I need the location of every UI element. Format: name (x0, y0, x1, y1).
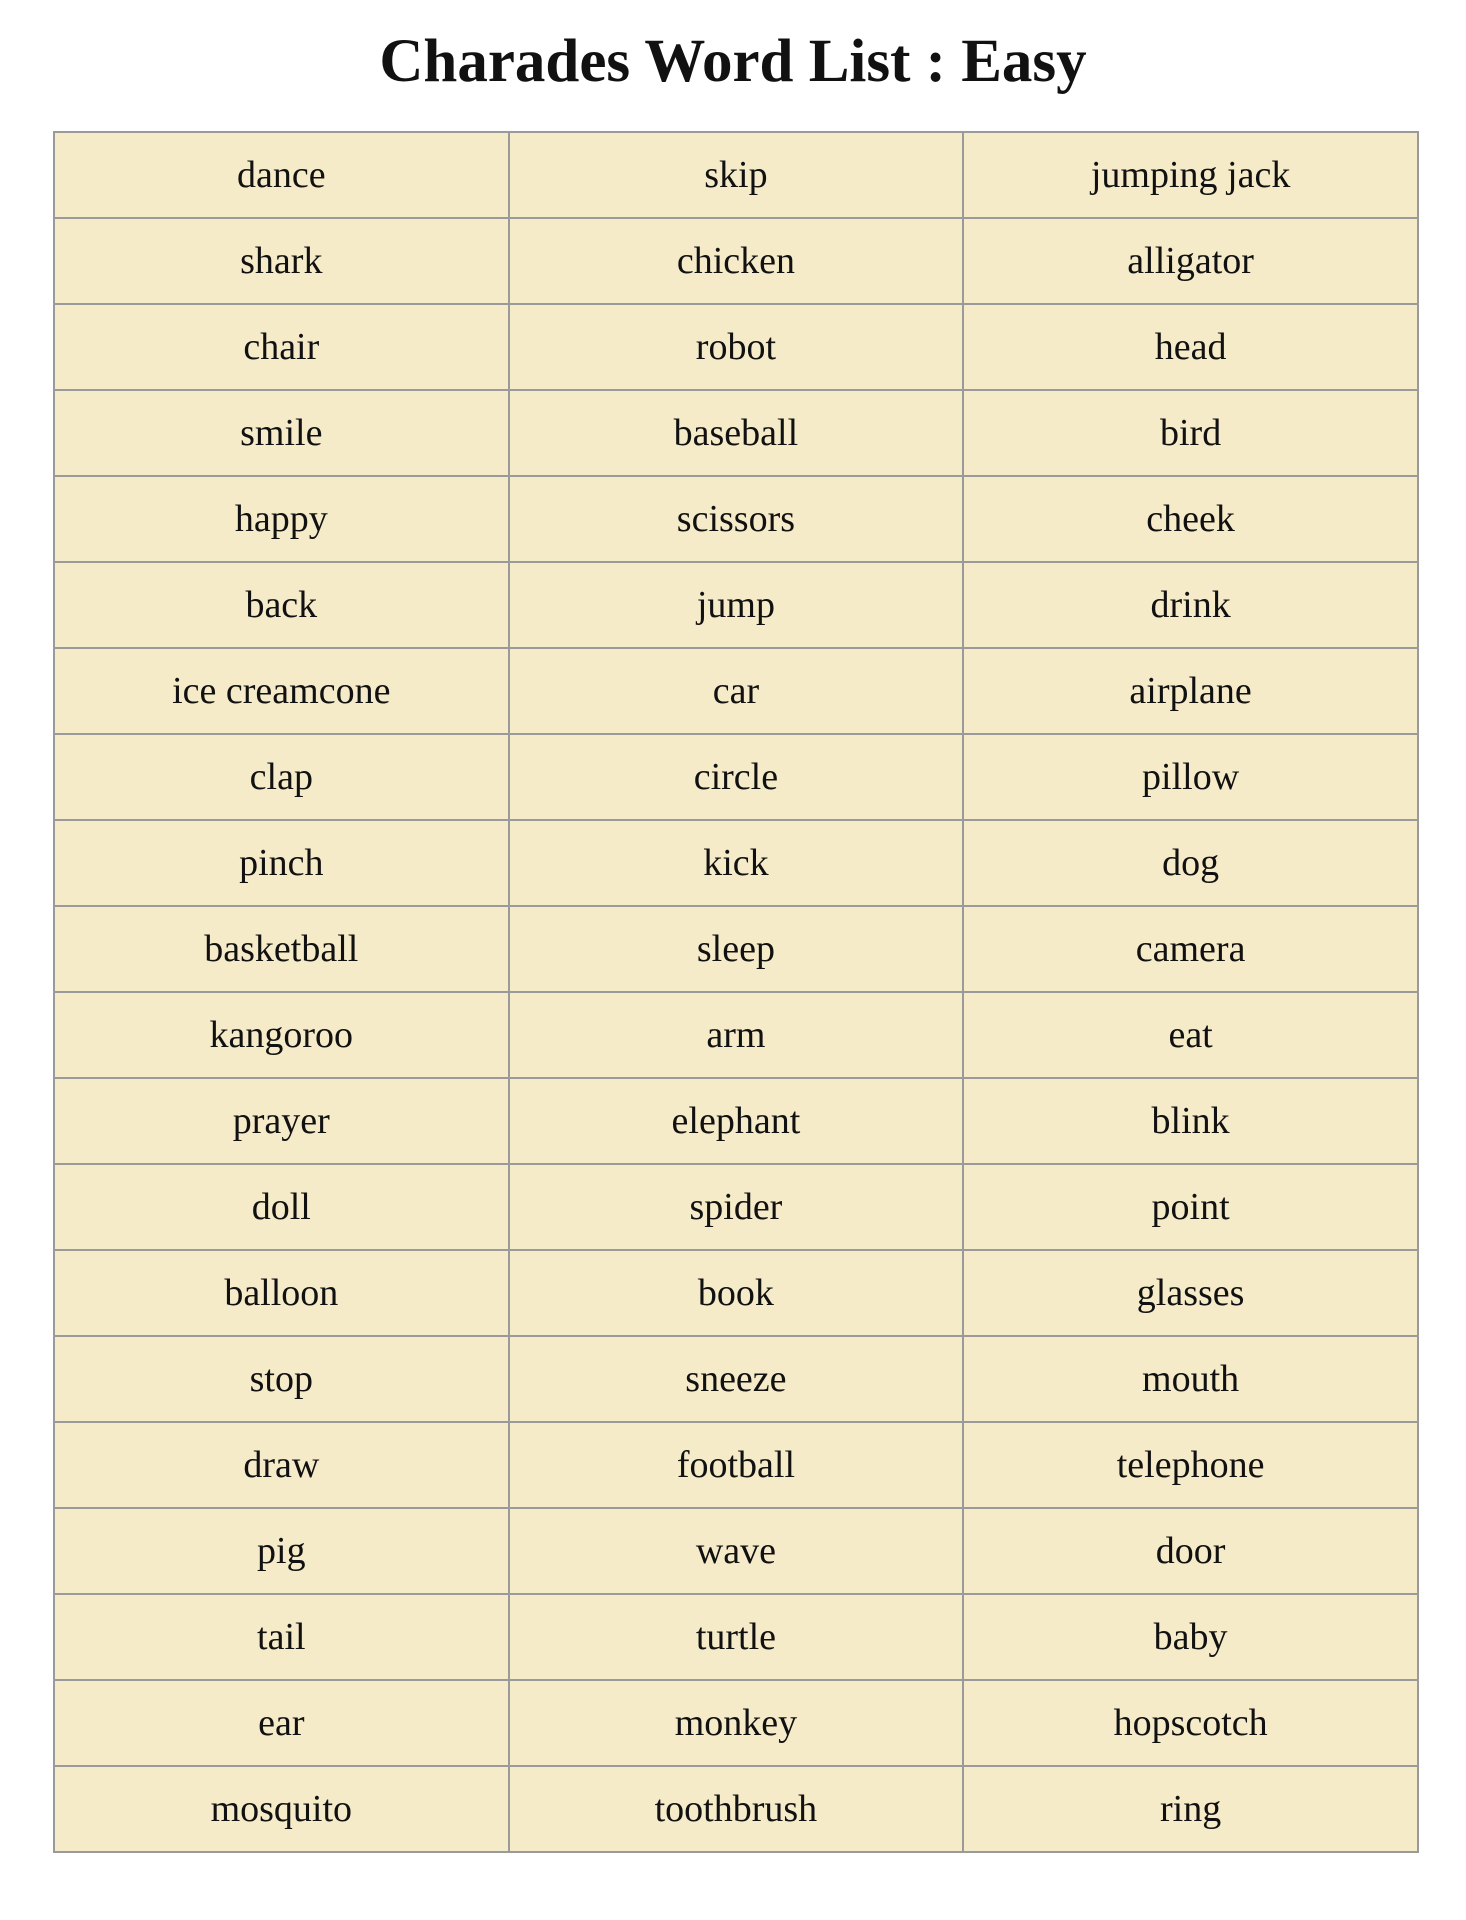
word-cell: cheek (963, 476, 1418, 562)
word-cell: ice creamcone (54, 648, 509, 734)
word-cell: mosquito (54, 1766, 509, 1852)
word-cell: draw (54, 1422, 509, 1508)
table-row (54, 562, 1418, 648)
word-cell: robot (509, 304, 964, 390)
table-row (54, 992, 1418, 1078)
word-cell: airplane (963, 648, 1418, 734)
word-cell: hopscotch (963, 1680, 1418, 1766)
word-cell: arm (509, 992, 964, 1078)
word-cell: chicken (509, 218, 964, 304)
word-cell: tail (54, 1594, 509, 1680)
table-row (54, 648, 1418, 734)
table-row (54, 734, 1418, 820)
table-row (54, 1336, 1418, 1422)
word-cell: telephone (963, 1422, 1418, 1508)
table-row (54, 1164, 1418, 1250)
word-cell: baby (963, 1594, 1418, 1680)
table-row (54, 906, 1418, 992)
word-cell: wave (509, 1508, 964, 1594)
word-cell: camera (963, 906, 1418, 992)
table-row (54, 304, 1418, 390)
table-row (54, 218, 1418, 304)
word-cell: elephant (509, 1078, 964, 1164)
word-cell: scissors (509, 476, 964, 562)
word-cell: car (509, 648, 964, 734)
table-row (54, 1508, 1418, 1594)
word-cell: prayer (54, 1078, 509, 1164)
word-cell: door (963, 1508, 1418, 1594)
word-cell: turtle (509, 1594, 964, 1680)
word-cell: drink (963, 562, 1418, 648)
table-row (54, 1594, 1418, 1680)
table-row (54, 476, 1418, 562)
word-cell: stop (54, 1336, 509, 1422)
word-cell: doll (54, 1164, 509, 1250)
word-cell: pinch (54, 820, 509, 906)
word-cell: book (509, 1250, 964, 1336)
word-cell: spider (509, 1164, 964, 1250)
word-cell: alligator (963, 218, 1418, 304)
word-cell: chair (54, 304, 509, 390)
word-cell: eat (963, 992, 1418, 1078)
table-row (54, 132, 1418, 218)
word-cell: kangoroo (54, 992, 509, 1078)
word-cell: pillow (963, 734, 1418, 820)
word-cell: circle (509, 734, 964, 820)
table-row (54, 1422, 1418, 1508)
word-cell: football (509, 1422, 964, 1508)
word-cell: jump (509, 562, 964, 648)
table-row (54, 1250, 1418, 1336)
table-row (54, 1078, 1418, 1164)
word-table-body (54, 132, 1418, 1852)
word-cell: back (54, 562, 509, 648)
word-cell: dog (963, 820, 1418, 906)
word-cell: ring (963, 1766, 1418, 1852)
word-cell: basketball (54, 906, 509, 992)
word-cell: mouth (963, 1336, 1418, 1422)
word-cell: toothbrush (509, 1766, 964, 1852)
word-cell: jumping jack (963, 132, 1418, 218)
word-cell: baseball (509, 390, 964, 476)
table-row (54, 1680, 1418, 1766)
word-cell: sneeze (509, 1336, 964, 1422)
word-cell: blink (963, 1078, 1418, 1164)
word-cell: balloon (54, 1250, 509, 1336)
word-cell: point (963, 1164, 1418, 1250)
word-cell: clap (54, 734, 509, 820)
word-cell: monkey (509, 1680, 964, 1766)
table-row (54, 820, 1418, 906)
word-cell: ear (54, 1680, 509, 1766)
word-cell: skip (509, 132, 964, 218)
word-cell: kick (509, 820, 964, 906)
word-cell: head (963, 304, 1418, 390)
word-cell: pig (54, 1508, 509, 1594)
word-cell: shark (54, 218, 509, 304)
word-cell: happy (54, 476, 509, 562)
word-cell: sleep (509, 906, 964, 992)
word-table (53, 131, 1419, 1853)
word-cell: dance (54, 132, 509, 218)
page-title: Charades Word List : Easy (379, 28, 1087, 95)
word-cell: bird (963, 390, 1418, 476)
table-row (54, 390, 1418, 476)
word-cell: glasses (963, 1250, 1418, 1336)
word-cell: smile (54, 390, 509, 476)
table-row (54, 1766, 1418, 1852)
